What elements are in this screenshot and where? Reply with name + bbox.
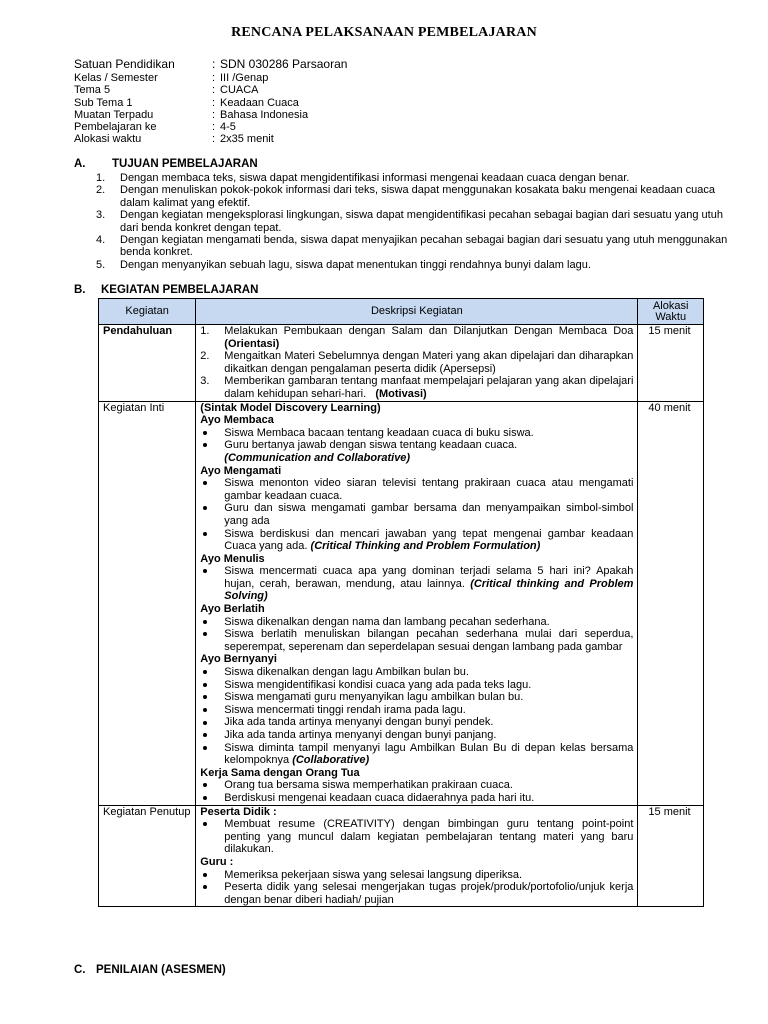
list-item: Memeriksa pekerjaan siswa yang selesai langsung diperiksa. <box>200 869 633 882</box>
subheading-peserta: Peserta Didik : <box>200 805 277 818</box>
identity-label: Muatan Terpadu <box>74 108 154 121</box>
list-item: 2. Mengaitkan Materi Sebelumnya dengan Materi yang akan dipelajari dan diharapkan dikaitkan dengan pengalaman peserta didik (Apersepsi) <box>200 350 634 375</box>
identity-value: 4-5 <box>220 121 236 134</box>
identity-value: Keadaan Cuaca <box>220 96 299 109</box>
bullet-icon <box>200 716 224 729</box>
bullet-icon <box>200 792 224 805</box>
subheading-kerjasama: Kerja Sama dengan Orang Tua <box>200 766 360 779</box>
objective-item: 5. Dengan menyanyikan sebuah lagu, siswa dapat menentukan tinggi rendahnya bunyi dalam lagu. <box>96 258 591 271</box>
identity-value: SDN 030286 Parsaoran <box>220 57 348 71</box>
list-item: Membuat resume (CREATIVITY) dengan bimbingan guru tentang point-point penting yang muncul dalam kegiatan pembelajaran tentang materi yang baru dilakukan. <box>200 818 633 856</box>
activities-table <box>98 298 704 907</box>
table-header-row <box>99 299 704 325</box>
list-item: Siswa diminta tampil menyanyi lagu Ambilkan Bulan Bu di depan kelas bersama kelompoknya (Collaborative) <box>200 742 633 767</box>
bullet-icon <box>200 818 224 856</box>
list-item: 1. Melakukan Pembukaan dengan Salam dan Dilanjutkan Dengan Membaca Doa (Orientasi) <box>200 325 634 350</box>
list-item: Siswa berlatih menuliskan bilangan pecahan sederhana mulai dari seperdua, seperempat, seperenam dan seperdelapan sesuai dengan lambang pada gambar <box>200 628 633 653</box>
bullet-icon <box>200 666 224 679</box>
identity-label: Sub Tema 1 <box>74 96 133 109</box>
bullet-icon <box>200 628 224 653</box>
section-a-heading: A. TUJUAN PEMBELAJARAN <box>74 158 258 170</box>
objective-item: 4. Dengan kegiatan mengamati benda, siswa dapat menyajikan pecahan sebagai bagian dari sesuatu yang utuh menggunakan benda konkret. <box>96 234 728 259</box>
bullet-icon <box>200 439 224 464</box>
identity-row: Satuan Pendidikan : SDN 030286 Parsaoran <box>74 57 348 71</box>
bullet-icon <box>200 427 224 440</box>
desc-penutup <box>196 805 638 907</box>
sintak-label: (Sintak Model Discovery Learning) <box>200 401 381 414</box>
identity-row: Tema 5 : CUACA <box>74 84 259 97</box>
learning-objectives-list <box>96 172 736 271</box>
identity-row: Muatan Terpadu : Bahasa Indonesia <box>74 108 309 121</box>
list-item: Orang tua bersama siswa memperhatikan prakiraan cuaca. <box>200 779 633 792</box>
list-item: Siswa dikenalkan dengan nama dan lambang pecahan sederhana. <box>200 616 633 629</box>
identity-label: Pembelajaran ke <box>74 121 157 134</box>
table-row <box>99 401 704 805</box>
header-kegiatan: Kegiatan <box>99 299 196 325</box>
bullet-icon <box>200 528 224 553</box>
list-item: Siswa berdiskusi dan mencari jawaban yang tepat mengenai gambar keadaan Cuaca yang ada. (Critical Thinking and Problem Formulation) <box>200 528 633 553</box>
list-item: Guru bertanya jawab dengan siswa tentang keadaan cuaca. (Communication and Collaborative) <box>200 439 633 464</box>
desc-pendahuluan <box>196 325 638 402</box>
stage-pendahuluan: Pendahuluan <box>99 325 196 402</box>
list-item: Peserta didik yang selesai mengerjakan tugas projek/produk/portofolio/unjuk kerja dengan benar diberi hadiah/ pujian <box>200 881 633 906</box>
list-item: Siswa mengamati guru menyanyikan lagu ambilkan bulan bu. <box>200 691 633 704</box>
list-item: Siswa menonton video siaran televisi tentang prakiraan cuaca atau mengamati gambar keadaan cuaca. <box>200 477 633 502</box>
identity-value: CUACA <box>220 84 259 97</box>
identity-label: Satuan Pendidikan <box>74 57 175 71</box>
bullet-icon <box>200 779 224 792</box>
list-item: 3. Memberikan gambaran tentang manfaat mempelajari pelajaran yang akan dipelajari dalam kehidupan sehari-hari. (Motivasi) <box>200 375 634 400</box>
duration-pendahuluan: 15 menit <box>638 325 704 402</box>
identity-row: Kelas / Semester : III /Genap <box>74 72 269 84</box>
list-item: Siswa mencermati tinggi rendah irama pada lagu. <box>200 704 633 717</box>
document-title: RENCANA PELAKSANAAN PEMBELAJARAN <box>231 25 537 40</box>
bullet-icon <box>200 742 224 767</box>
section-b-heading: B. KEGIATAN PEMBELAJARAN <box>74 284 259 296</box>
section-c-heading: C. PENILAIAN (ASESMEN) <box>74 964 226 976</box>
identity-label: Kelas / Semester <box>74 72 158 84</box>
subheading-bernyanyi: Ayo Bernyanyi <box>200 653 277 666</box>
duration-inti: 40 menit <box>638 401 704 805</box>
list-item: Guru dan siswa mengamati gambar bersama dan menyampaikan simbol-simbol yang ada <box>200 502 633 527</box>
duration-penutup: 15 menit <box>638 805 704 907</box>
table-row <box>99 805 704 907</box>
list-item: Jika ada tanda artinya menyanyi dengan bunyi panjang. <box>200 729 633 742</box>
bullet-icon <box>200 477 224 502</box>
identity-value: 2x35 menit <box>220 133 274 146</box>
bullet-icon <box>200 869 224 882</box>
list-item: Jika ada tanda artinya menyanyi dengan bunyi pendek. <box>200 716 633 729</box>
stage-penutup: Kegiatan Penutup <box>99 805 196 907</box>
desc-inti <box>196 401 638 805</box>
identity-row: Pembelajaran ke : 4-5 <box>74 121 236 134</box>
list-item: Berdiskusi mengenai keadaan cuaca didaerahnya pada hari itu. <box>200 792 633 805</box>
identity-value: Bahasa Indonesia <box>220 108 309 121</box>
identity-label: Tema 5 <box>74 84 111 97</box>
subheading-menulis: Ayo Menulis <box>200 552 265 565</box>
list-item: Siswa dikenalkan dengan lagu Ambilkan bulan bu. <box>200 666 633 679</box>
header-deskripsi: Deskripsi Kegiatan <box>196 299 638 325</box>
bullet-icon <box>200 565 224 603</box>
list-item: Siswa mencermati cuaca apa yang dominan terjadi selama 5 hari ini? Apakah hujan, cerah, berawan, mendung, atau lainnya. (Critical thinking and Problem Solving) <box>200 565 633 603</box>
subheading-berlatih: Ayo Berlatih <box>200 603 265 616</box>
identity-row: Sub Tema 1 : Keadaan Cuaca <box>74 96 299 109</box>
subheading-membaca: Ayo Membaca <box>200 414 274 427</box>
subheading-guru: Guru : <box>200 855 234 868</box>
stage-inti: Kegiatan Inti <box>99 401 196 805</box>
identity-block <box>74 57 347 146</box>
list-item: Siswa Membaca bacaan tentang keadaan cuaca di buku siswa. <box>200 427 633 440</box>
bullet-icon <box>200 616 224 629</box>
objective-item: 3. Dengan kegiatan mengeksplorasi lingkungan, siswa dapat mengidentifikasi pecahan sebagai bagian dari sesuatu yang utuh dari benda konkret dengan tepat. <box>96 209 723 234</box>
bullet-icon <box>200 502 224 527</box>
subheading-mengamati: Ayo Mengamati <box>200 464 282 477</box>
identity-value: III /Genap <box>220 72 269 84</box>
table-row <box>99 325 704 402</box>
list-item: Siswa mengidentifikasi kondisi cuaca yang ada pada teks lagu. <box>200 679 633 692</box>
bullet-icon <box>200 881 224 906</box>
bullet-icon <box>200 704 224 717</box>
objective-item: 2. Dengan menuliskan pokok-pokok informasi dari teks, siswa dapat menggunakan kosakata baku mengenai keadaan cuaca dalam kalimat yang efektif. <box>96 184 715 209</box>
bullet-icon <box>200 679 224 692</box>
header-alokasi: Alokasi Waktu <box>638 299 704 325</box>
bullet-icon <box>200 691 224 704</box>
identity-row: Alokasi waktu : 2x35 menit <box>74 133 274 146</box>
bullet-icon <box>200 729 224 742</box>
objective-item: 1. Dengan membaca teks, siswa dapat mengidentifikasi informasi mengenai keadaan cuaca dengan benar. <box>96 172 630 184</box>
identity-label: Alokasi waktu <box>74 133 142 146</box>
